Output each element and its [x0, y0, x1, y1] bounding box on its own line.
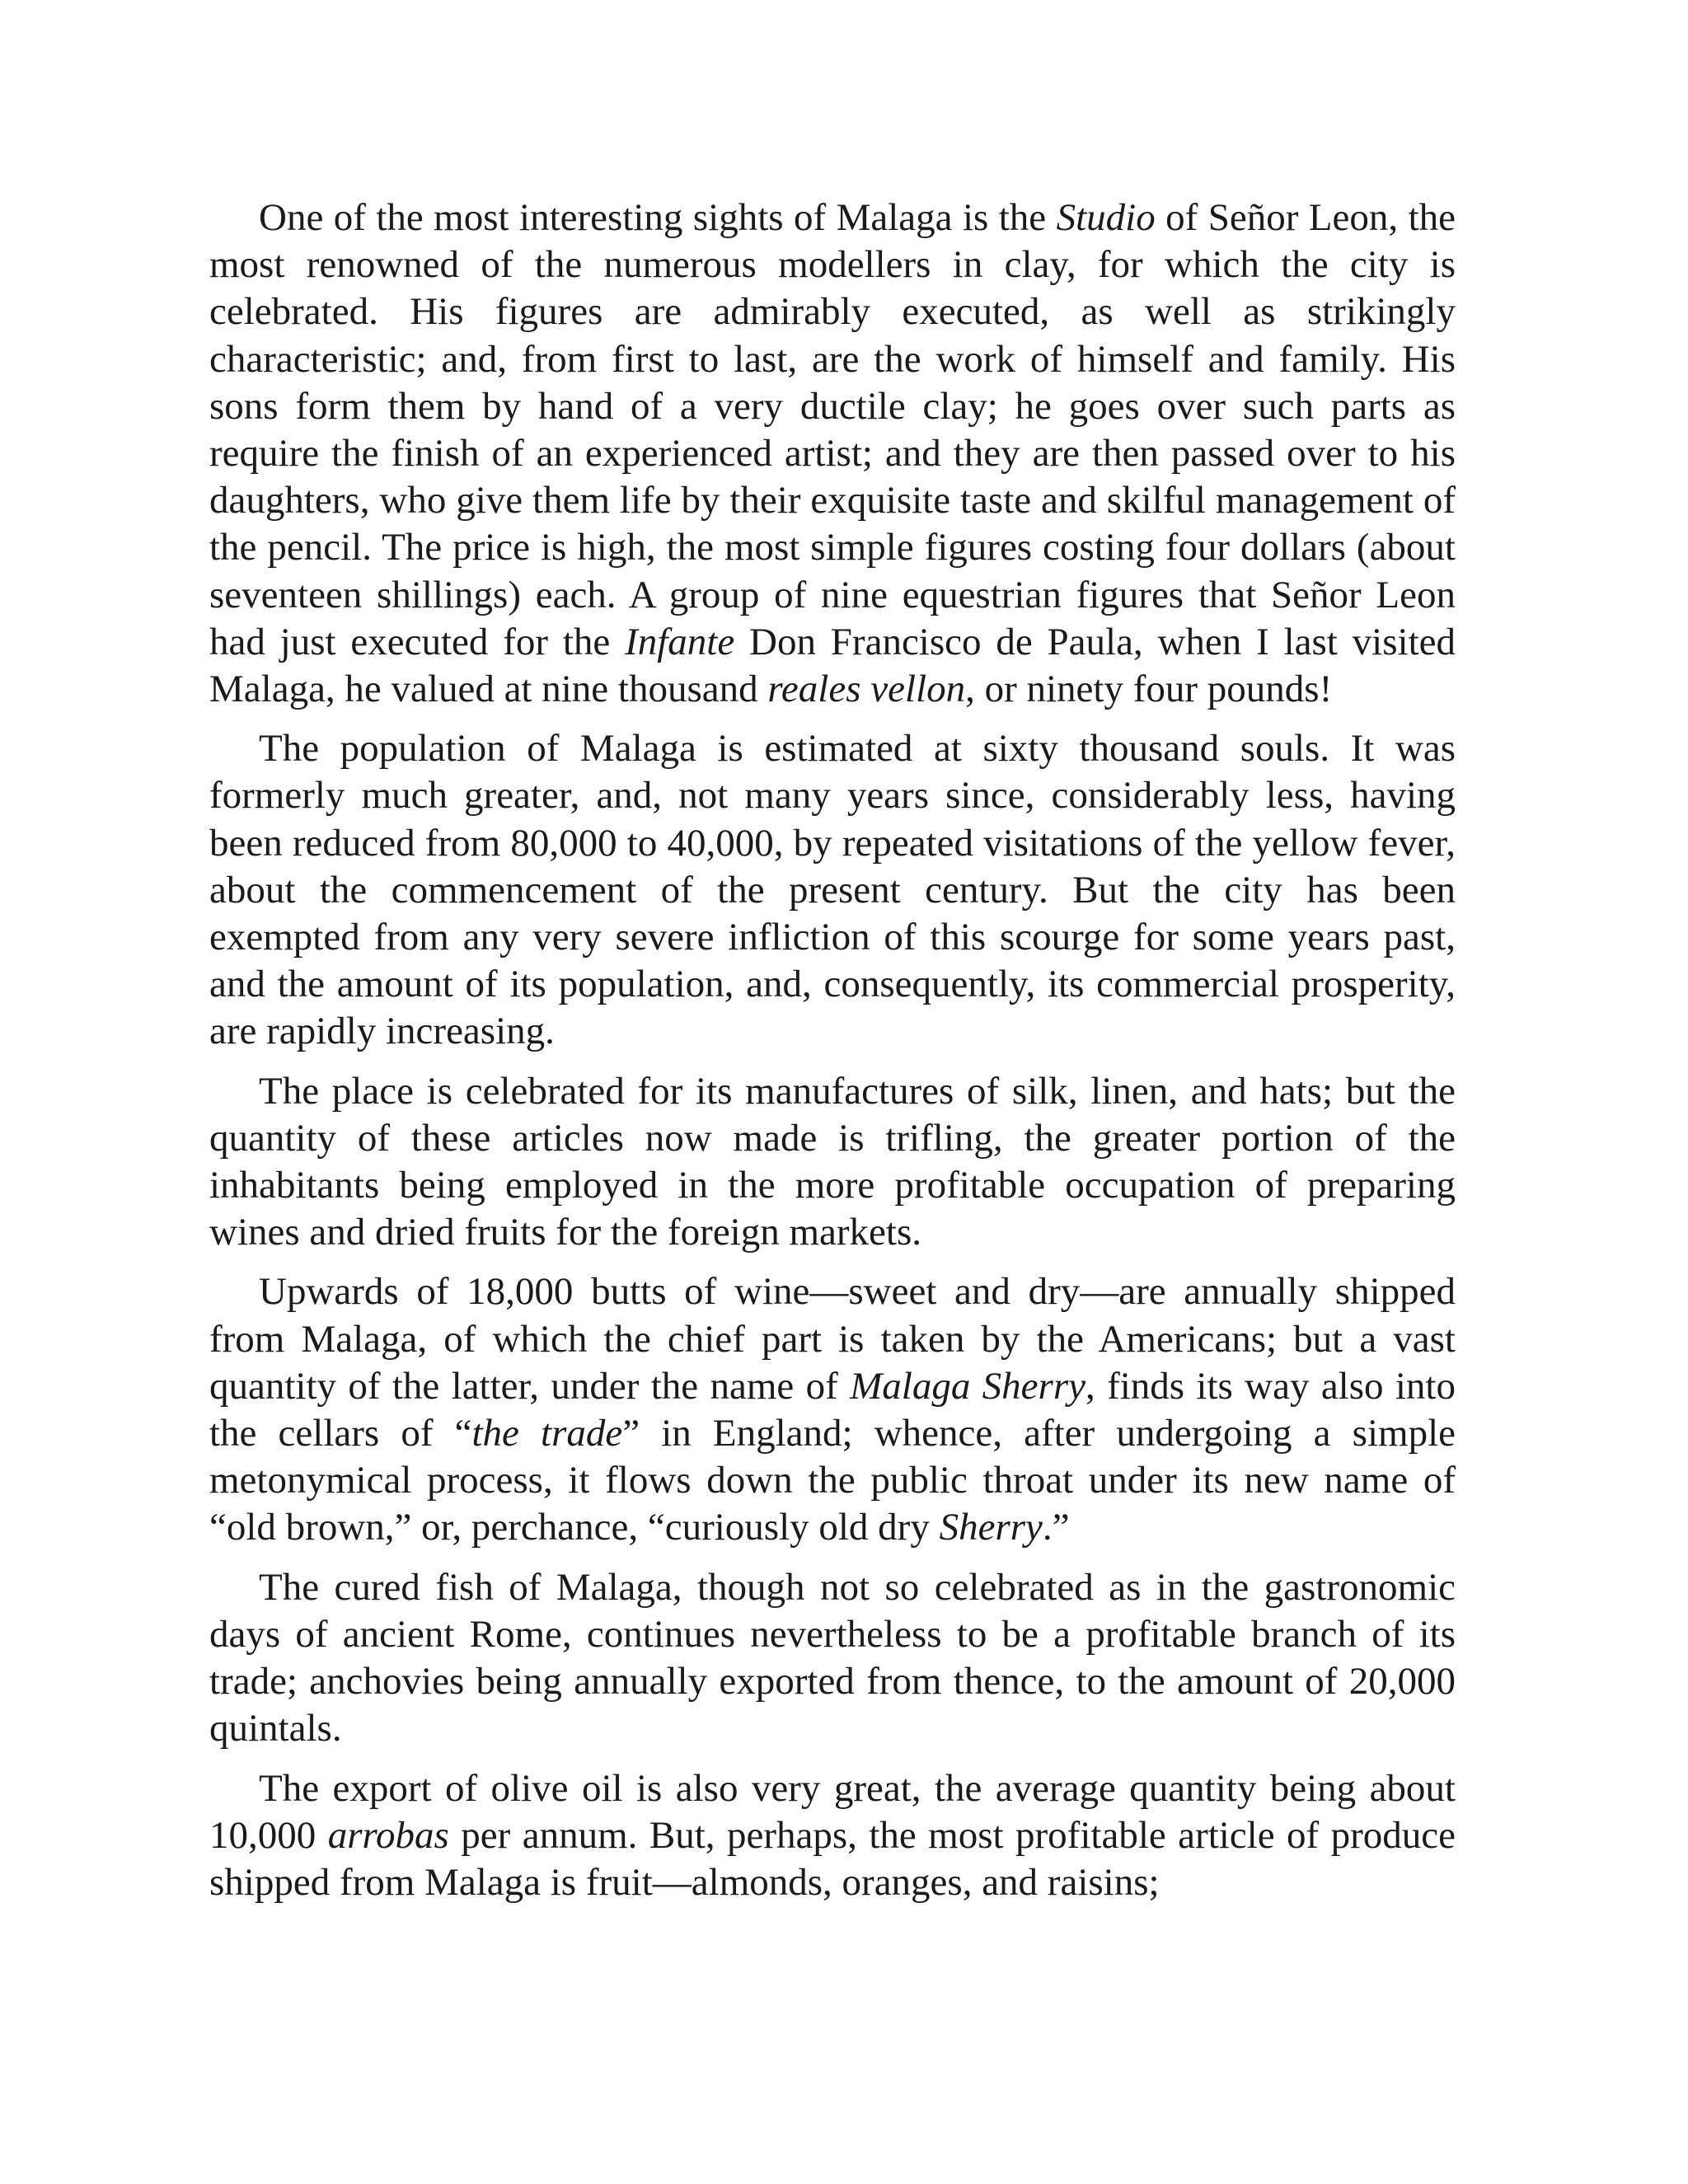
- paragraph-studio-leon: One of the most interesting sights of Malaga is the Studio of Señor Leon, the most renowned of the numerous modellers in clay, for which the city is celebrated. His figures are admirably executed, as well as strikingly characteristic; and, from first to last, are the work of himself and family. His sons form them by hand of a very ductile clay; he goes over such parts as require the finish of an experienced artist; and they are then passed over to his daughters, who give them life by their exquisite taste and skilful management of the pencil. The price is high, the most simple figures costing four dollars (about seventeen shillings) each. A group of nine equestrian figures that Señor Leon had just executed for the Infante Don Francisco de Paula, when I last visited Malaga, he valued at nine thousand reales vellon, or ninety four pounds!: [209, 196, 1456, 711]
- paragraph-manufactures: The place is celebrated for its manufactures of silk, linen, and hats; but the quantity of these articles now made is trifling, the greater portion of the inhabitants being employed in the more profitable occupation of preparing wines and dried fruits for the foreign markets.: [209, 1069, 1456, 1254]
- paragraph-cured-fish: The cured fish of Malaga, though not so celebrated as in the gastronomic days of ancient Rome, continues nevertheless to be a profitable branch of its trade; anchovies being annually exported from thence, to the amount of 20,000 quintals.: [209, 1565, 1456, 1750]
- book-page: [209, 194, 1456, 1906]
- paragraph-olive-oil: The export of olive oil is also very great, the average quantity being about 10,000 arrobas per annum. But, perhaps, the most profitable article of produce shipped from Malaga is fruit—almonds, oranges, and raisins;: [209, 1766, 1456, 1904]
- paragraph-wine: Upwards of 18,000 butts of wine—sweet and dry—are annually shipped from Malaga, of which the chief part is taken by the Americans; but a vast quantity of the latter, under the name of Malaga Sherry, finds its way also into the cellars of “the trade” in England; whence, after undergoing a simple metonymical process, it flows down the public throat under its new name of “old brown,” or, perchance, “curiously old dry Sherry.”: [209, 1270, 1456, 1549]
- paragraph-population: The population of Malaga is estimated at sixty thousand souls. It was formerly much greater, and, not many years since, considerably less, having been reduced from 80,000 to 40,000, by repeated visitations of the yellow fever, about the commencement of the present century. But the city has been exempted from any very severe infliction of this scourge for some years past, and the amount of its population, and, consequently, its commercial prosperity, are rapidly increasing.: [209, 727, 1456, 1053]
